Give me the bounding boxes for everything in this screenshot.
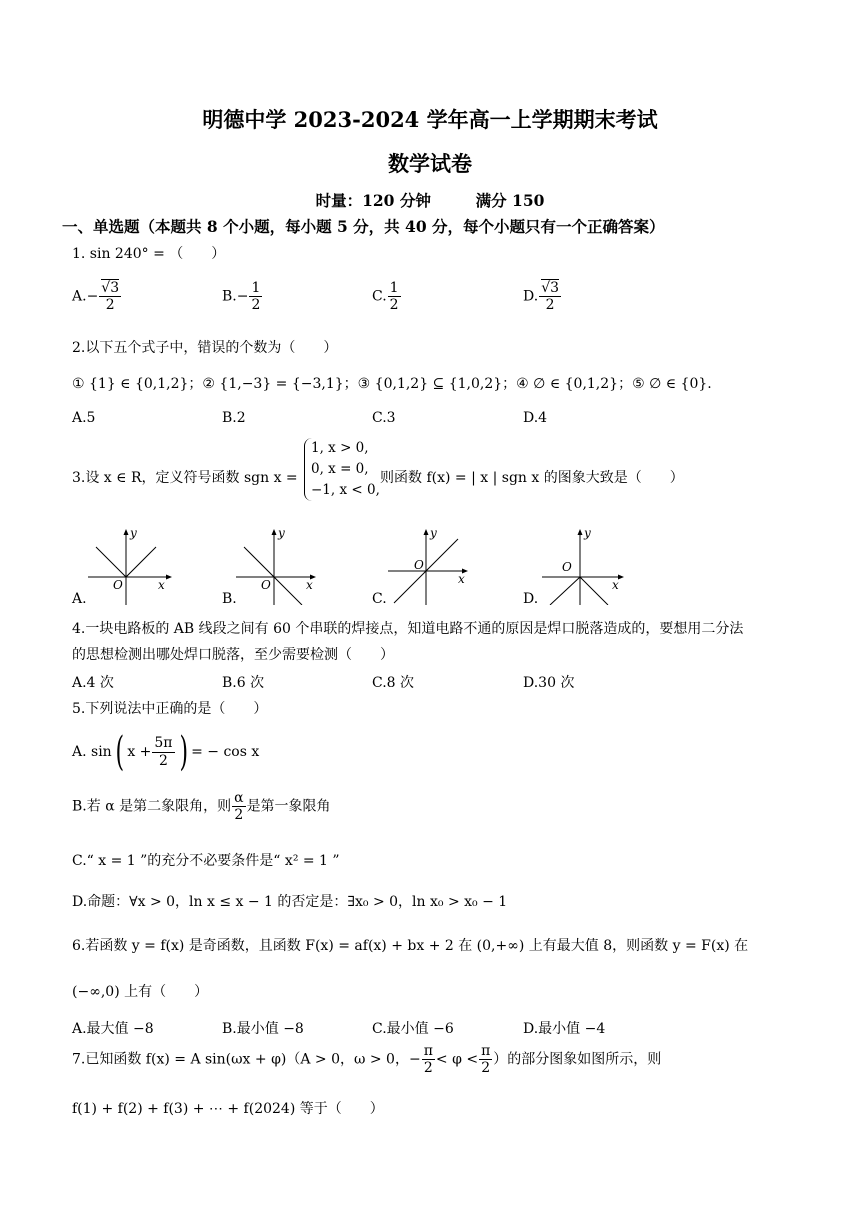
q4-option-c: C.8 次 <box>372 675 415 691</box>
q2-option-b: B.2 <box>222 410 246 426</box>
origin-label: O <box>414 558 424 572</box>
q3-stem-a: 3.设 x ∈ R，定义符号函数 sgn x = <box>72 470 298 486</box>
exam-title: 明德中学 2023-2024 学年高一上学期期末考试 <box>202 107 658 132</box>
q4-option-a: A.4 次 <box>72 675 114 691</box>
q3-option-b: B. <box>222 591 237 607</box>
q3-option-d: D. <box>523 591 539 607</box>
q3-graph-c <box>386 525 476 605</box>
axis-x-label: x <box>306 578 313 592</box>
q6-option-d: D.最小值 −4 <box>523 1021 606 1037</box>
exam-info <box>0 189 860 211</box>
q6-option-c: C.最小值 −6 <box>372 1021 454 1037</box>
q2-option-a: A.5 <box>72 410 96 426</box>
section-heading: 一、单选题（本题共 8 个小题，每小题 5 分，共 40 分，每个小题只有一个正确答案） <box>62 217 665 236</box>
axis-y-label: y <box>430 526 437 540</box>
exam-subtitle: 数学试卷 <box>388 151 472 176</box>
q6-stem-line1: 6.若函数 y = f(x) 是奇函数，且函数 F(x) = af(x) + bx + 2 在 (0,+∞) 上有最大值 8，则函数 y = F(x) 在 <box>72 938 749 954</box>
q7-stem-line2: f(1) + f(2) + f(3) + ⋯ + f(2024) 等于（ ） <box>72 1101 384 1117</box>
q2-option-d: D.4 <box>523 410 548 426</box>
q3-graph-a <box>86 525 176 605</box>
q3-case-1: 1, x > 0, <box>311 440 369 456</box>
q3-case-2: 0, x = 0, <box>311 461 369 477</box>
axis-y-label: y <box>278 526 285 540</box>
q3-graph-d <box>540 525 630 605</box>
q5-option-c: C.“ x = 1 ”的充分不必要条件是“ x² = 1 ” <box>72 853 340 869</box>
q1-option-a: A.− $\frac{√3}{2}$ <box>72 280 120 314</box>
q1-stem: 1. sin 240° = （ ） <box>72 246 226 262</box>
axis-x-label: x <box>458 572 465 586</box>
axis-y-label: y <box>584 526 591 540</box>
origin-label: O <box>562 560 572 574</box>
q4-stem-line2: 的思想检测出哪处焊口脱落，至少需要检测（ ） <box>72 647 394 663</box>
exam-time: 时量：120 分钟 <box>315 191 431 210</box>
q3-option-c: C. <box>372 591 387 607</box>
q5-option-d: D.命题：∀x > 0，ln x ≤ x − 1 的否定是：∃x₀ > 0，ln x₀ > x₀ − 1 <box>72 894 508 910</box>
q5-option-a: A. sin( x + $\frac{5\pi}{2}$ ) = − cos x <box>72 729 260 775</box>
q5-option-b: B.若 α 是第二象限角，则 $\frac{\alpha}{2}$ 是第一象限角 <box>72 790 331 824</box>
q3-graph-b <box>234 525 324 605</box>
q6-option-a: A.最大值 −8 <box>72 1021 154 1037</box>
q2-option-c: C.3 <box>372 410 396 426</box>
q4-option-b: B.6 次 <box>222 675 265 691</box>
axis-x-label: x <box>158 578 165 592</box>
q1-option-b: B.− $\frac{1}{2}$ <box>222 280 261 314</box>
origin-label: O <box>261 578 271 592</box>
q4-stem-line1: 4.一块电路板的 AB 线段之间有 60 个串联的焊接点，知道电路不通的原因是焊口脱落造成的，要想用二分法 <box>72 621 744 637</box>
q3-option-a: A. <box>72 591 87 607</box>
q6-option-b: B.最小值 −8 <box>222 1021 304 1037</box>
q3-piecewise <box>304 438 380 501</box>
q1-option-d: D. $\frac{√3}{2}$ <box>523 280 560 314</box>
axis-x-label: x <box>612 578 619 592</box>
q6-stem-line2: (−∞,0) 上有（ ） <box>72 984 209 1000</box>
q3-stem-b: 则函数 f(x) = | x | sgn x 的图象大致是（ ） <box>380 470 684 486</box>
q7-stem-line1: 7.已知函数 f(x) = A sin(ωx + φ)（A > 0，ω > 0，− $\frac{\pi}{2}$ < φ < $\frac{\pi}{2}$ ）的部分图象如图所示，则 <box>72 1043 662 1077</box>
q5-stem: 5.下列说法中正确的是（ ） <box>72 701 268 717</box>
q3-case-3: −1, x < 0, <box>311 482 380 498</box>
axis-y-label: y <box>130 526 137 540</box>
exam-score: 满分 150 <box>475 191 545 210</box>
q2-stem: 2.以下五个式子中，错误的个数为（ ） <box>72 340 338 356</box>
q1-option-c: C. $\frac{1}{2}$ <box>372 280 399 314</box>
q4-option-d: D.30 次 <box>523 675 575 691</box>
origin-label: O <box>113 578 123 592</box>
q2-statements: ① {1} ∈ {0,1,2}；② {1,−3} = {−3,1}；③ {0,1,2} ⊆ {1,0,2}；④ ∅ ∈ {0,1,2}；⑤ ∅ ∈ {0}. <box>72 376 712 392</box>
